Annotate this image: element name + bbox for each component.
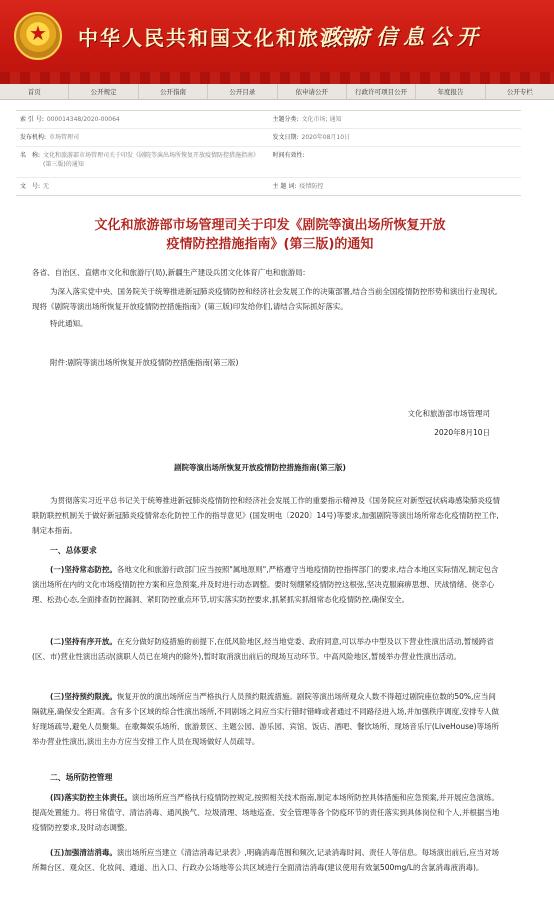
info-row: [16, 111, 521, 129]
closing-line: 特此通知。: [50, 319, 88, 328]
national-emblem-icon: ★: [14, 12, 62, 60]
effective-label: 时间有效性:: [272, 152, 305, 159]
document-info-table: [16, 110, 521, 196]
nav-home[interactable]: 首页: [0, 84, 69, 99]
info-row: [16, 178, 521, 195]
intro-paragraph: 为深入落实党中央、国务院关于统筹推进新冠肺炎疫情防控和经济社会发展工作的决策部署,结合当前全国疫情防控形势和演出行业现状,现将《剧院等演出场所恢复开放疫情防控措施指南》(第三版)印发给你们,请结合实际抓好落实。: [32, 287, 498, 311]
info-row: [16, 129, 521, 147]
header-banner: [0, 0, 554, 84]
signing-date: 2020年8月10日: [434, 428, 490, 437]
nav-column[interactable]: 公开专栏: [506, 88, 533, 96]
site-title: 中华人民共和国文化和旅游部: [78, 26, 364, 50]
category-value: 文化市场; 通知: [301, 116, 342, 123]
info-row: [16, 147, 521, 178]
category-label: 主题分类:: [272, 116, 299, 123]
nav-catalog[interactable]: 公开目录: [208, 84, 277, 99]
docno-label: 文 号:: [20, 183, 41, 190]
signing-org: 文化和旅游部市场管理司: [407, 409, 490, 418]
docno-value: 无: [43, 183, 50, 190]
name-value: 文化和旅游部市场管理司关于印发《剧院等演出场所恢复开放疫情防控措施指南》(第三版)的通知: [43, 152, 260, 168]
nav-license[interactable]: 行政许可项目公开: [347, 84, 416, 99]
date-label: 发文日期:: [272, 134, 299, 141]
addressee: 各省、自治区、直辖市文化和旅游厅(局),新疆生产建设兵团文化体育广电和旅游局:: [32, 268, 306, 277]
index-label: 索 引 号:: [20, 116, 44, 123]
site-subtitle: 政府信息公开: [322, 24, 484, 49]
guide-paragraph: (二)坚持有序开放。在充分做好防疫措施的前提下,在低风险地区,经当地党委、政府同意,可以举办中型及以下营业性演出活动,暂缓跨省(区、市)营业性演出活动(演职人员已在境内的除外),暂时取消演出前后的现场互动环节。中高风险地区,暂缓举办营业性演出活动。: [32, 637, 494, 661]
nav-apply[interactable]: 依申请公开: [278, 84, 347, 99]
nav-annual-report[interactable]: 年度报告: [416, 84, 485, 99]
nav-guide[interactable]: 公开指南: [139, 84, 208, 99]
keywords-label: 主 题 词:: [272, 183, 297, 190]
keywords-value: 疫情防控: [299, 183, 324, 190]
guide-paragraph: (五)加强清洁消毒。演出场所应当建立《清洁消毒记录表》,明确消毒范围和频次,记录消毒时间、责任人等信息。每场演出前后,应当对场所舞台区、观众区、化妆间、通道、出入口、行政办公场地等公共区域进行全面清洁消毒(建议使用有效氯500mg/L的含氯消毒液消毒)。: [32, 848, 500, 872]
date-value: 2020年08月10日: [301, 134, 351, 141]
guide-paragraph: (四)落实防控主体责任。演出场所应当严格执行疫情防控规定,按照相关技术指南,制定本场所防控具体措施和应急预案,并开展应急演练。提高处置能力。将日常值守、清洁消毒、通风换气、垃圾清理、场地巡查、安全管理等各个防疫环节的责任落实到具体岗位和个人,并根据当地疫情防控要求,及时动态调整。: [32, 793, 500, 832]
section-heading: 二、场所防控管理: [50, 773, 113, 782]
guide-intro: 为贯彻落实习近平总书记关于统筹推进新冠肺炎疫情防控和经济社会发展工作的重要指示精神及《国务院应对新型冠状病毒感染肺炎疫情联防联控机制关于做好新冠肺炎疫情常态化防控工作的指导意见》(国发明电〔2020〕14号)等要求,加强剧院等演出场所常态化疫情防控工作,制定本指南。: [32, 496, 500, 535]
name-label: 名 称:: [20, 152, 41, 159]
attachment-link[interactable]: 附件:剧院等演出场所恢复开放疫情防控措施指南(第三版): [50, 358, 239, 367]
index-value: 000014348/2020-00064: [46, 116, 120, 123]
section-heading: 一、总体要求: [50, 546, 97, 555]
guide-paragraph: (三)坚持预约限流。恢复开放的演出场所应当严格执行人员预约限流措施。剧院等演出场所观众人数不得超过剧院座位数的50%,应当间隔就座,确保安全距离。含有多个区域的综合性演出场所,不同剧场之间应当实行错时错峰或者通过不同路径进入场,并加强秩序调度,安排专人做好现场疏导,避免人员聚集。在歌舞娱乐场所、旅游景区、主题公园、游乐园、宾馆、饭店、酒吧、餐饮场所、现场音乐厅(LiveHouse)等场所举办营业性演出,演出主办方应当安排工作人员在现场做好人员疏导。: [32, 692, 500, 746]
nav-rules[interactable]: 公开规定: [69, 84, 138, 99]
document-title: 文化和旅游部市场管理司关于印发《剧院等演出场所恢复开放 疫情防控措施指南》(第三版)的通知: [94, 218, 446, 252]
guide-paragraph: (一)坚持常态防控。各地文化和旅游行政部门应当按照"属地原则",严格遵守当地疫情防控指挥部门的要求,结合本地区实际情况,制定包含演出场所在内的文化市场疫情防控方案和应急预案,并及时进行动态调整。要时刻绷紧疫情防控这根弦,坚决克服麻痹思想、厌战情绪、侥幸心理、松劲心态,全面排查防控漏洞、紧盯防控重点环节,切实落实防控要求,抓紧抓实抓细常态化疫情防控,确保安全。: [32, 565, 499, 604]
issuer-label: 发布机构:: [20, 134, 47, 141]
issuer-value: 市场管理司: [49, 134, 80, 141]
main-nav: [0, 84, 554, 100]
guide-title: 剧院等演出场所恢复开放疫情防控措施指南(第三版): [174, 463, 346, 472]
